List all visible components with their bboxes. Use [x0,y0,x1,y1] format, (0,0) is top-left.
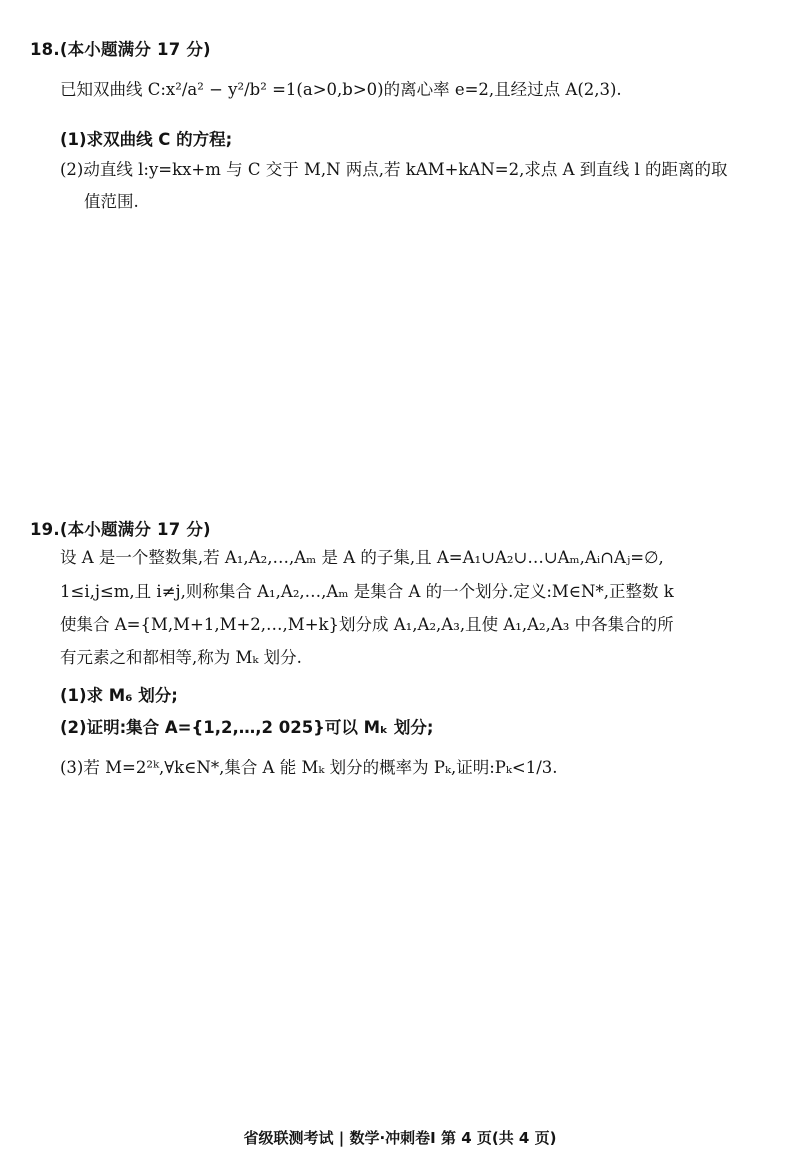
q19-line1: 设 A 是一个整数集,若 A₁,A₂,…,Aₘ 是 A 的子集,且 A=A₁∪A₂∪…∪Aₘ,Aᵢ∩Aⱼ=∅, [60,548,664,567]
q19-part3: (3)若 M=2²ᵏ,∀k∈N*,集合 A 能 Mₖ 划分的概率为 Pₖ,证明:Pₖ<1/3. [60,758,558,777]
q19-part1: (1)求 M₆ 划分; [60,686,178,705]
page-footer: 省级联测考试 | 数学·冲刺卷Ⅰ 第 4 页(共 4 页) [243,1129,557,1147]
q19-line2: 1≤i,j≤m,且 i≠j,则称集合 A₁,A₂,…,Aₘ 是集合 A 的一个划分.定义:M∈N*,正整数 k [60,582,674,601]
q18-part1: (1)求双曲线 C 的方程; [60,130,233,149]
q19-line4: 有元素之和都相等,称为 Mₖ 划分. [60,648,302,667]
q18-part2-line1: (2)动直线 l:y=kx+m 与 C 交于 M,N 两点,若 kAM+kAN=2,求点 A 到直线 l 的距离的取 [60,160,728,179]
q18-header: 18.(本小题满分 17 分) [30,40,211,59]
q18-stem: 已知双曲线 C:x²/a² − y²/b² =1(a>0,b>0)的离心率 e=2,且经过点 A(2,3). [60,80,622,99]
q19-header: 19.(本小题满分 17 分) [30,520,211,539]
q19-line3: 使集合 A={M,M+1,M+2,…,M+k}划分成 A₁,A₂,A₃,且使 A₁,A₂,A₃ 中各集合的所 [60,615,674,634]
q19-part2: (2)证明:集合 A={1,2,…,2 025}可以 Mₖ 划分; [60,718,434,737]
q18-part2-line2: 值范围. [84,192,139,211]
